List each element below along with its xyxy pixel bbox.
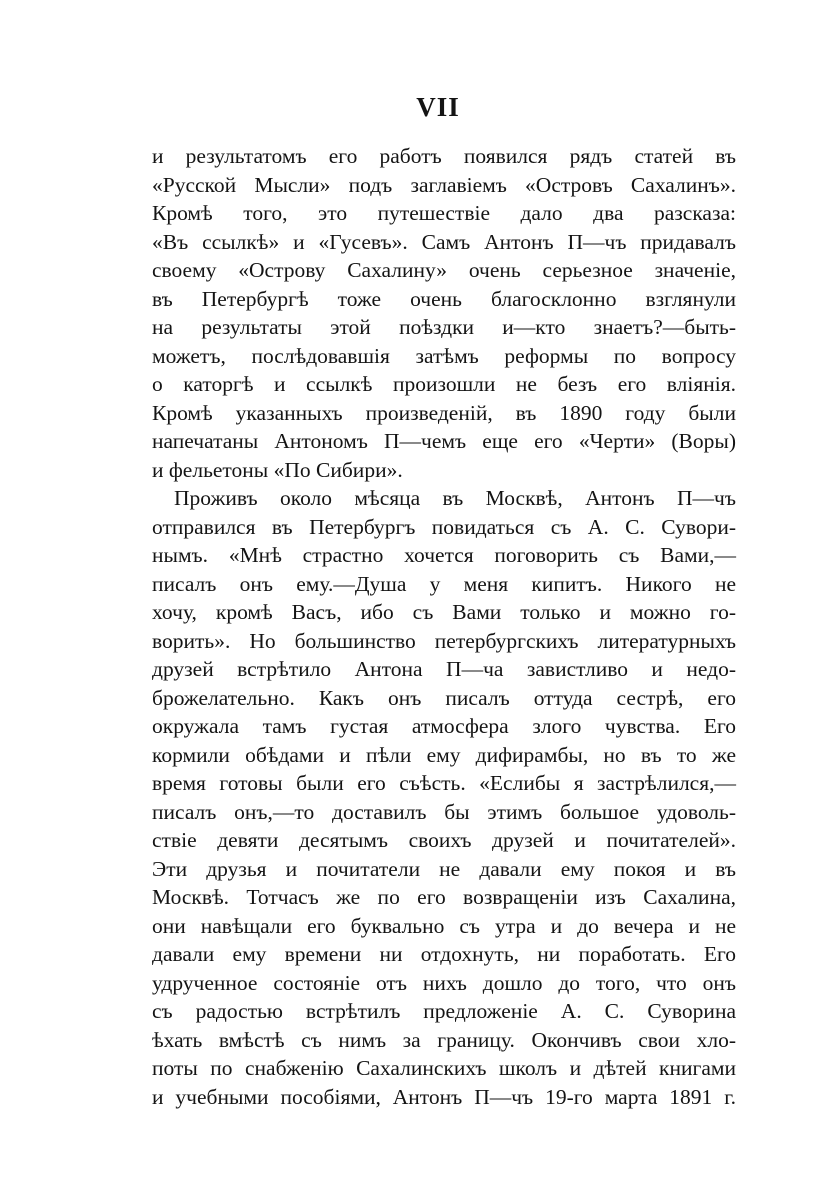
text-line: давали ему времени ни отдохнуть, ни поработать. Его bbox=[152, 942, 736, 966]
text-line: Кромѣ того, это путешествіе дало два разсказа: bbox=[152, 201, 736, 225]
text-line: напечатаны Антономъ П—чемъ еще его «Черти» (Воры) bbox=[152, 429, 736, 453]
text-line: брожелательно. Какъ онъ писалъ оттуда сестрѣ, его bbox=[152, 685, 736, 710]
text-line: и фельетоны «По Сибири». bbox=[152, 457, 403, 482]
text-line: писалъ онъ,—то доставилъ бы этимъ большое удоволь- bbox=[152, 799, 736, 824]
text-line: время готовы были его съѣсть. «Еслибы я застрѣлился,— bbox=[152, 771, 736, 795]
text-line: о каторгѣ и ссылкѣ произошли не безъ его вліянія. bbox=[152, 372, 736, 396]
text-line: поты по снабженію Сахалинскихъ школъ и дѣтей книгами bbox=[152, 1056, 736, 1080]
text-line: отправился въ Петербургъ повидаться съ А. С. Сувори- bbox=[152, 514, 736, 539]
text-line: ѣхать вмѣстѣ съ нимъ за границу. Окончивъ свои хло- bbox=[152, 1027, 736, 1052]
text-line: хочу, кромѣ Васъ, ибо съ Вами только и можно го- bbox=[152, 600, 736, 624]
text-line: и учебными пособіями, Антонъ П—чъ 19-го марта 1891 г. bbox=[152, 1084, 736, 1109]
text-line: «Русской Мысли» подъ заглавіемъ «Островъ Сахалинъ». bbox=[152, 172, 736, 197]
text-line: можетъ, послѣдовавшія затѣмъ реформы по вопросу bbox=[152, 343, 736, 368]
text-line: Проживъ около мѣсяца въ Москвѣ, Антонъ П—чъ bbox=[174, 486, 736, 510]
text-line: нымъ. «Мнѣ страстно хочется поговорить съ Вами,— bbox=[152, 543, 736, 567]
text-line: друзей встрѣтило Антона П—ча завистливо и недо- bbox=[152, 657, 736, 681]
page-number: VII bbox=[416, 92, 460, 122]
text-line: Кромѣ указанныхъ произведеній, въ 1890 году были bbox=[152, 400, 736, 425]
text-line: и результатомъ его работъ появился рядъ статей въ bbox=[152, 144, 736, 168]
paragraph bbox=[152, 142, 736, 484]
text-line: удрученное состояніе отъ нихъ дошло до того, что онъ bbox=[152, 970, 736, 995]
text-line: ворить». Но большинство петербургскихъ литературныхъ bbox=[152, 628, 736, 653]
text-line: съ радостью встрѣтилъ предложеніе А. С. Суворина bbox=[152, 999, 736, 1023]
text-line: въ Петербургѣ тоже очень благосклонно взглянули bbox=[152, 286, 736, 311]
text-line: окружала тамъ густая атмосфера злого чувства. Его bbox=[152, 714, 736, 738]
text-line: они навѣщали его буквально съ утра и до вечера и не bbox=[152, 913, 736, 938]
text-line: Москвѣ. Тотчасъ же по его возвращеніи изъ Сахалина, bbox=[152, 885, 736, 909]
paragraph bbox=[152, 484, 736, 1111]
text-line: ствіе девяти десятымъ своихъ друзей и почитателей». bbox=[152, 828, 736, 852]
text-line: на результаты этой поѣздки и—кто знаетъ?—быть- bbox=[152, 315, 736, 339]
body-text bbox=[152, 142, 736, 1111]
text-line: писалъ онъ ему.—Душа у меня кипитъ. Никого не bbox=[152, 571, 736, 596]
text-line: Эти друзья и почитатели не давали ему покоя и въ bbox=[152, 856, 736, 881]
text-line: «Въ ссылкѣ» и «Гусевъ». Самъ Антонъ П—чъ придавалъ bbox=[152, 229, 736, 254]
text-line: кормили обѣдами и пѣли ему дифирамбы, но въ то же bbox=[152, 742, 736, 767]
text-line: своему «Острову Сахалину» очень серьезное значеніе, bbox=[152, 258, 736, 282]
